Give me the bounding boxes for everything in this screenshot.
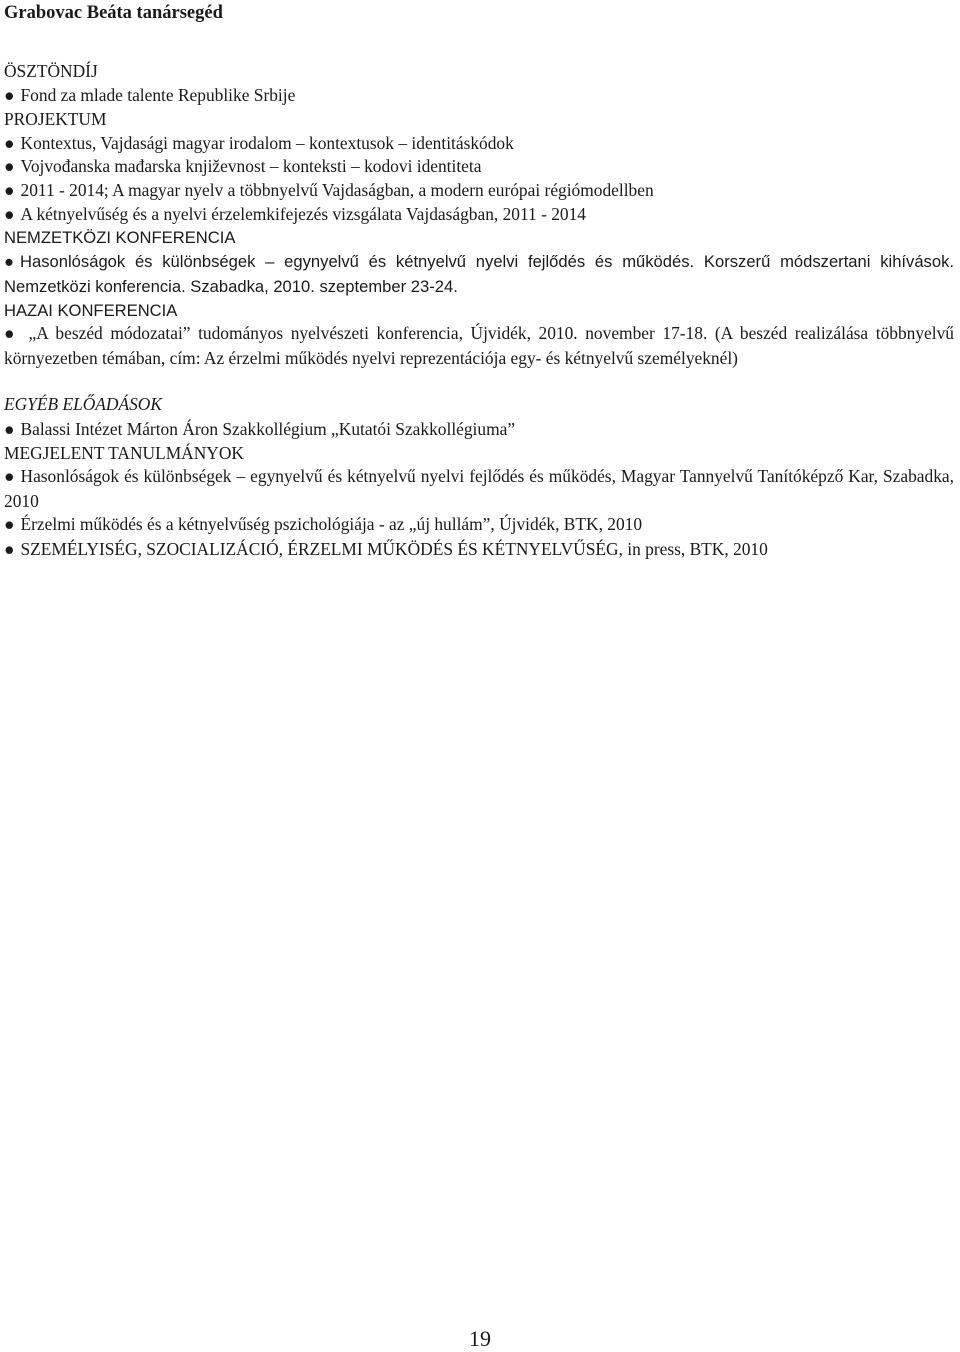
section-heading-projektum: PROJEKTUM [4, 109, 107, 129]
bullet-icon: ● [4, 419, 15, 439]
list-item-text: 2011 - 2014; A magyar nyelv a többnyelvű Vajdaságban, a modern európai régiómodellben [20, 180, 654, 200]
bullet-icon: ● [4, 85, 15, 105]
page-title: Grabovac Beáta tanársegéd [4, 3, 223, 23]
section-heading-megjelent: MEGJELENT TANULMÁNYOK [4, 443, 244, 463]
list-item-text: Vojvođanska mađarska književnost – konteksti – kodovi identiteta [20, 156, 482, 176]
list-item-text: Hasonlóságok és különbségek – egynyelvű és kétnyelvű nyelvi fejlődés és működés. Korszerű módszertani kihívások. Nemzetközi konferencia. Szabadka, 2010. szeptember 23-24. [4, 252, 954, 296]
list-item [4, 464, 954, 513]
list-item-text: Kontextus, Vajdasági magyar irodalom – kontextusok – identitáskódok [20, 133, 514, 153]
list-item [4, 418, 515, 440]
list-item [4, 538, 768, 560]
section-heading-egyeb: EGYÉB ELŐADÁSOK [4, 394, 162, 414]
bullet-icon: ● [4, 252, 15, 271]
list-item [4, 132, 514, 154]
list-item [4, 84, 295, 106]
bullet-icon: ● [4, 156, 15, 176]
list-item-text: A kétnyelvűség és a nyelvi érzelemkifejezés vizsgálata Vajdaságban, 2011 - 2014 [20, 204, 586, 224]
list-item [4, 321, 954, 370]
list-item-text: Hasonlóságok és különbségek – egynyelvű és kétnyelvű nyelvi fejlődés és működés, Magyar Tannyelvű Tanítóképző Kar, Szabadka, 2010 [4, 466, 954, 511]
list-item [4, 513, 642, 535]
list-item [4, 203, 586, 225]
bullet-icon: ● [4, 323, 15, 343]
bullet-icon: ● [4, 539, 15, 559]
bullet-icon: ● [4, 133, 15, 153]
list-item-text: „A beszéd módozatai” tudományos nyelvészeti konferencia, Újvidék, 2010. november 17-18. (A beszéd realizálása többnyelvű környezetben témában, cím: Az érzelmi működés nyelvi reprezentációja egy- és kétnyelvű személyeknél) [4, 323, 954, 368]
list-item [4, 155, 481, 177]
list-item [4, 179, 654, 201]
bullet-icon: ● [4, 466, 15, 486]
list-item-text: Fond za mlade talente Republike Srbije [20, 85, 296, 105]
list-item-text: SZEMÉLYISÉG, SZOCIALIZÁCIÓ, ÉRZELMI MŰKÖDÉS ÉS KÉTNYELVŰSÉG, in press, BTK, 2010 [20, 539, 768, 559]
bullet-icon: ● [4, 514, 15, 534]
list-item-text: Balassi Intézet Márton Áron Szakkollégium „Kutatói Szakkollégiuma” [20, 419, 516, 439]
section-heading-osztondij: ÖSZTÖNDÍJ [4, 61, 98, 81]
bullet-icon: ● [4, 204, 15, 224]
list-item [4, 250, 954, 299]
list-item-text: Érzelmi működés és a kétnyelvűség pszichológiája - az „új hullám”, Újvidék, BTK, 2010 [20, 514, 643, 534]
page-number: 19 [469, 1326, 491, 1351]
section-heading-hazai: HAZAI KONFERENCIA [4, 301, 178, 320]
bullet-icon: ● [4, 180, 15, 200]
section-heading-nemzetkozi: NEMZETKÖZI KONFERENCIA [4, 228, 236, 247]
